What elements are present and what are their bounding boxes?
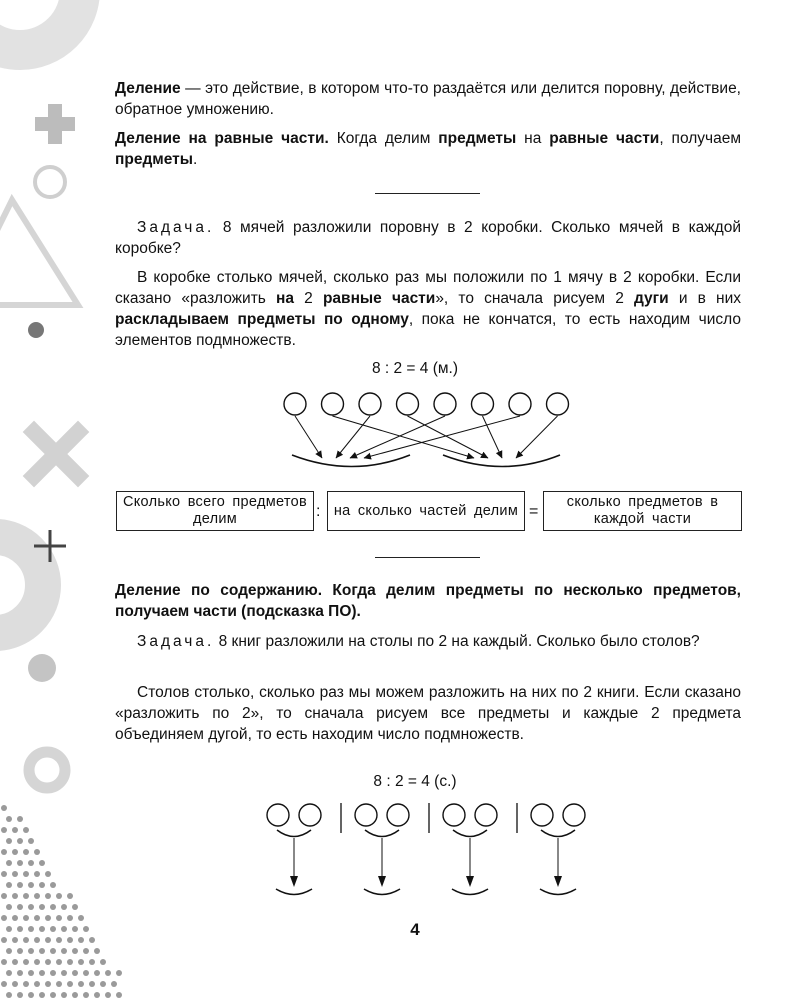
dot — [1, 937, 7, 943]
dot — [61, 948, 67, 954]
dot — [111, 981, 117, 987]
dot — [17, 882, 23, 888]
dot — [105, 970, 111, 976]
book-circle — [267, 804, 289, 826]
dot — [6, 882, 12, 888]
arrow-head — [378, 876, 386, 887]
dot — [34, 893, 40, 899]
dot — [34, 849, 40, 855]
dot — [6, 970, 12, 976]
explanation-2-paragraph: Столов столько, сколько раз мы можем разложить на них по 2 книги. Если сказано «разложить по 2», то сначала рисуем все предметы и каждые 2 предмета объединяем дугой, то есть находим число подмножеств. — [115, 684, 741, 743]
formula-balls: 8 : 2 = 4 (м.) — [371, 360, 459, 377]
dot — [50, 970, 56, 976]
distribution-arrow — [333, 416, 475, 458]
dot — [67, 915, 73, 921]
dot — [6, 948, 12, 954]
arc-left — [292, 455, 410, 467]
dot — [28, 860, 34, 866]
dot — [78, 981, 84, 987]
equal-parts-paragraph — [115, 128, 741, 170]
dot — [28, 882, 34, 888]
dot — [12, 959, 18, 965]
dot — [61, 970, 67, 976]
arrow-head — [554, 876, 562, 887]
distribution-arrow — [516, 416, 558, 458]
dot — [34, 937, 40, 943]
box-divisor: на сколько частей делим — [327, 491, 525, 531]
ball-circle — [284, 393, 306, 415]
dot — [28, 970, 34, 976]
task-1-text: 8 мячей разложили поровну в 2 коробки. Сколько мячей в каждой коробке? — [115, 219, 741, 257]
arrow-head — [290, 876, 298, 887]
box-quotient: сколько предметов в каждой части — [543, 491, 742, 531]
big-ring-decoration — [0, 537, 43, 633]
ring-bottom-decoration — [29, 752, 65, 788]
dot — [1, 827, 7, 833]
dot-pattern-decoration — [1, 805, 122, 998]
equal-parts-diagram — [270, 384, 600, 474]
dot — [50, 992, 56, 998]
dot — [50, 948, 56, 954]
dot — [72, 970, 78, 976]
dot — [17, 904, 23, 910]
dot — [45, 937, 51, 943]
dot — [28, 948, 34, 954]
dot — [17, 948, 23, 954]
dot — [116, 970, 122, 976]
equal-parts-text-3: , получаем — [659, 130, 741, 147]
explain-1-bold-2: равные части — [322, 290, 436, 307]
dot — [56, 937, 62, 943]
dot — [56, 959, 62, 965]
dot — [50, 882, 56, 888]
grey-dot-decoration — [28, 654, 56, 682]
explain-1-text-4: и в них — [668, 290, 742, 307]
dot — [17, 926, 23, 932]
dot — [72, 904, 78, 910]
dot — [83, 992, 89, 998]
equal-parts-text-2: на — [516, 130, 550, 147]
ball-circle — [322, 393, 344, 415]
dot — [17, 838, 23, 844]
dot-decoration — [28, 322, 44, 338]
colon-sign: : — [316, 503, 321, 520]
dot — [39, 926, 45, 932]
equal-parts-bold-1: предметы — [438, 130, 517, 147]
dot — [89, 937, 95, 943]
explanation-1-paragraph — [115, 267, 741, 351]
dot — [83, 948, 89, 954]
dot — [94, 948, 100, 954]
plus-decoration — [35, 104, 75, 144]
dot — [56, 893, 62, 899]
dot — [1, 893, 7, 899]
equal-parts-text-4: . — [193, 151, 198, 168]
formula-tables: 8 : 2 = 4 (с.) — [373, 773, 457, 790]
dot — [67, 937, 73, 943]
intro-definition: — это действие, в котором что-то раздаётся или делится поровну, действие, обратное умножению. — [115, 80, 741, 118]
dot — [6, 904, 12, 910]
dot — [28, 992, 34, 998]
dot — [23, 893, 29, 899]
dot — [1, 849, 7, 855]
by-content-paragraph — [115, 580, 741, 622]
distribution-arrow — [295, 416, 322, 458]
by-content-diagram — [255, 798, 595, 903]
dot — [1, 915, 7, 921]
dot — [12, 937, 18, 943]
explain-1-text-5: , пока не кончатся, то есть находим число элементов подмножеств. — [115, 311, 742, 349]
distribution-arrow — [364, 416, 520, 458]
dot — [28, 904, 34, 910]
dot — [116, 992, 122, 998]
dot — [78, 959, 84, 965]
dot — [45, 915, 51, 921]
group-arc — [365, 830, 399, 837]
dot — [39, 992, 45, 998]
distribution-arrow — [408, 416, 489, 458]
dot — [12, 827, 18, 833]
ball-circle — [434, 393, 456, 415]
triangle-decoration — [0, 200, 78, 305]
section-divider-2 — [375, 557, 480, 558]
task-1-paragraph — [115, 217, 741, 259]
dot — [1, 805, 7, 811]
task-1-label: Задача. — [137, 219, 215, 236]
page-number: 4 — [410, 920, 420, 939]
explain-1-bold-4: раскладываем предметы по одному — [115, 311, 409, 328]
dot — [39, 970, 45, 976]
dot — [23, 959, 29, 965]
dot — [78, 937, 84, 943]
explain-1-text-1: В коробке столько мячей, сколько раз мы положили по 1 мячу в 2 коробки. Если сказано «разложить — [115, 269, 741, 307]
equals-sign: = — [529, 503, 539, 520]
dot — [34, 981, 40, 987]
dot — [23, 937, 29, 943]
explain-1-bold-3: дуги — [634, 290, 669, 307]
table-arc — [364, 889, 400, 895]
big-ring-top-decoration — [0, 0, 80, 50]
book-circle — [299, 804, 321, 826]
ball-circle — [509, 393, 531, 415]
dot — [78, 915, 84, 921]
dot — [12, 849, 18, 855]
dot — [34, 871, 40, 877]
arrow-head — [466, 876, 474, 887]
dot — [17, 992, 23, 998]
dot — [39, 882, 45, 888]
dot — [34, 959, 40, 965]
dot — [23, 827, 29, 833]
explain-1-text-2: 2 — [294, 290, 323, 307]
ball-circle — [547, 393, 569, 415]
task-2-paragraph — [115, 631, 741, 652]
dot — [61, 926, 67, 932]
dot — [12, 893, 18, 899]
decorative-margin — [0, 0, 130, 1000]
book-circle — [531, 804, 553, 826]
intro-paragraph — [115, 78, 741, 120]
group-arc — [541, 830, 575, 837]
dot — [45, 871, 51, 877]
dot — [89, 959, 95, 965]
dot — [34, 915, 40, 921]
dot — [67, 981, 73, 987]
dot — [28, 926, 34, 932]
dot — [83, 926, 89, 932]
dot — [61, 992, 67, 998]
dot — [12, 915, 18, 921]
ball-circle — [359, 393, 381, 415]
explain-1-text-3: », то сначала рисуем 2 — [435, 290, 635, 307]
dot — [23, 871, 29, 877]
dot — [12, 871, 18, 877]
dot — [6, 992, 12, 998]
group-arc — [277, 830, 311, 837]
book-circle — [443, 804, 465, 826]
table-arc — [540, 889, 576, 895]
dot — [23, 915, 29, 921]
ball-circle — [472, 393, 494, 415]
ball-circle — [397, 393, 419, 415]
book-circle — [387, 804, 409, 826]
dot — [17, 816, 23, 822]
dot — [23, 981, 29, 987]
equal-parts-title: Деление на равные части. — [115, 130, 329, 147]
dot — [72, 926, 78, 932]
dot — [100, 959, 106, 965]
small-ring-decoration — [35, 167, 65, 197]
dot — [1, 871, 7, 877]
section-divider-1 — [375, 193, 480, 194]
dot — [6, 926, 12, 932]
dot — [83, 970, 89, 976]
by-content-text: . Когда делим предметы по несколько предметов, получаем части (подсказка ПО). — [115, 582, 741, 620]
dot — [1, 981, 7, 987]
dot — [105, 992, 111, 998]
dot — [56, 915, 62, 921]
dot — [39, 904, 45, 910]
dot — [61, 904, 67, 910]
book-circle — [355, 804, 377, 826]
equal-parts-text-1: Когда делим — [328, 130, 439, 147]
dot — [6, 838, 12, 844]
dot — [89, 981, 95, 987]
term-division: Деление — [115, 80, 181, 97]
dot — [45, 893, 51, 899]
equal-parts-bold-3: предметы — [115, 151, 193, 168]
dot — [94, 992, 100, 998]
explain-1-bold-1: на — [276, 290, 295, 307]
dot — [17, 970, 23, 976]
task-2-text: 8 книг разложили на столы по 2 на каждый. Сколько было столов? — [214, 633, 700, 650]
dot — [72, 992, 78, 998]
dot — [28, 838, 34, 844]
dot — [50, 904, 56, 910]
dot — [39, 860, 45, 866]
group-arc — [453, 830, 487, 837]
dot — [45, 959, 51, 965]
dot — [50, 926, 56, 932]
book-circle — [563, 804, 585, 826]
dot — [45, 981, 51, 987]
dot — [39, 948, 45, 954]
dot — [94, 970, 100, 976]
distribution-arrow — [350, 416, 445, 458]
dot — [6, 816, 12, 822]
dot — [12, 981, 18, 987]
dot — [100, 981, 106, 987]
box-dividend: Сколько всего предметов делим — [116, 491, 314, 531]
dot — [23, 849, 29, 855]
cross-decoration — [34, 432, 78, 476]
distribution-arrow — [483, 416, 503, 458]
dot — [67, 893, 73, 899]
equal-parts-bold-2: равные части — [549, 130, 660, 147]
dot — [72, 948, 78, 954]
table-arc — [276, 889, 312, 895]
dot — [56, 981, 62, 987]
task-2-label: Задача. — [137, 633, 215, 650]
by-content-title: Деление по содержанию — [115, 582, 318, 599]
dot — [67, 959, 73, 965]
book-circle — [475, 804, 497, 826]
dot — [1, 959, 7, 965]
table-arc — [452, 889, 488, 895]
dot — [6, 860, 12, 866]
dot — [17, 860, 23, 866]
